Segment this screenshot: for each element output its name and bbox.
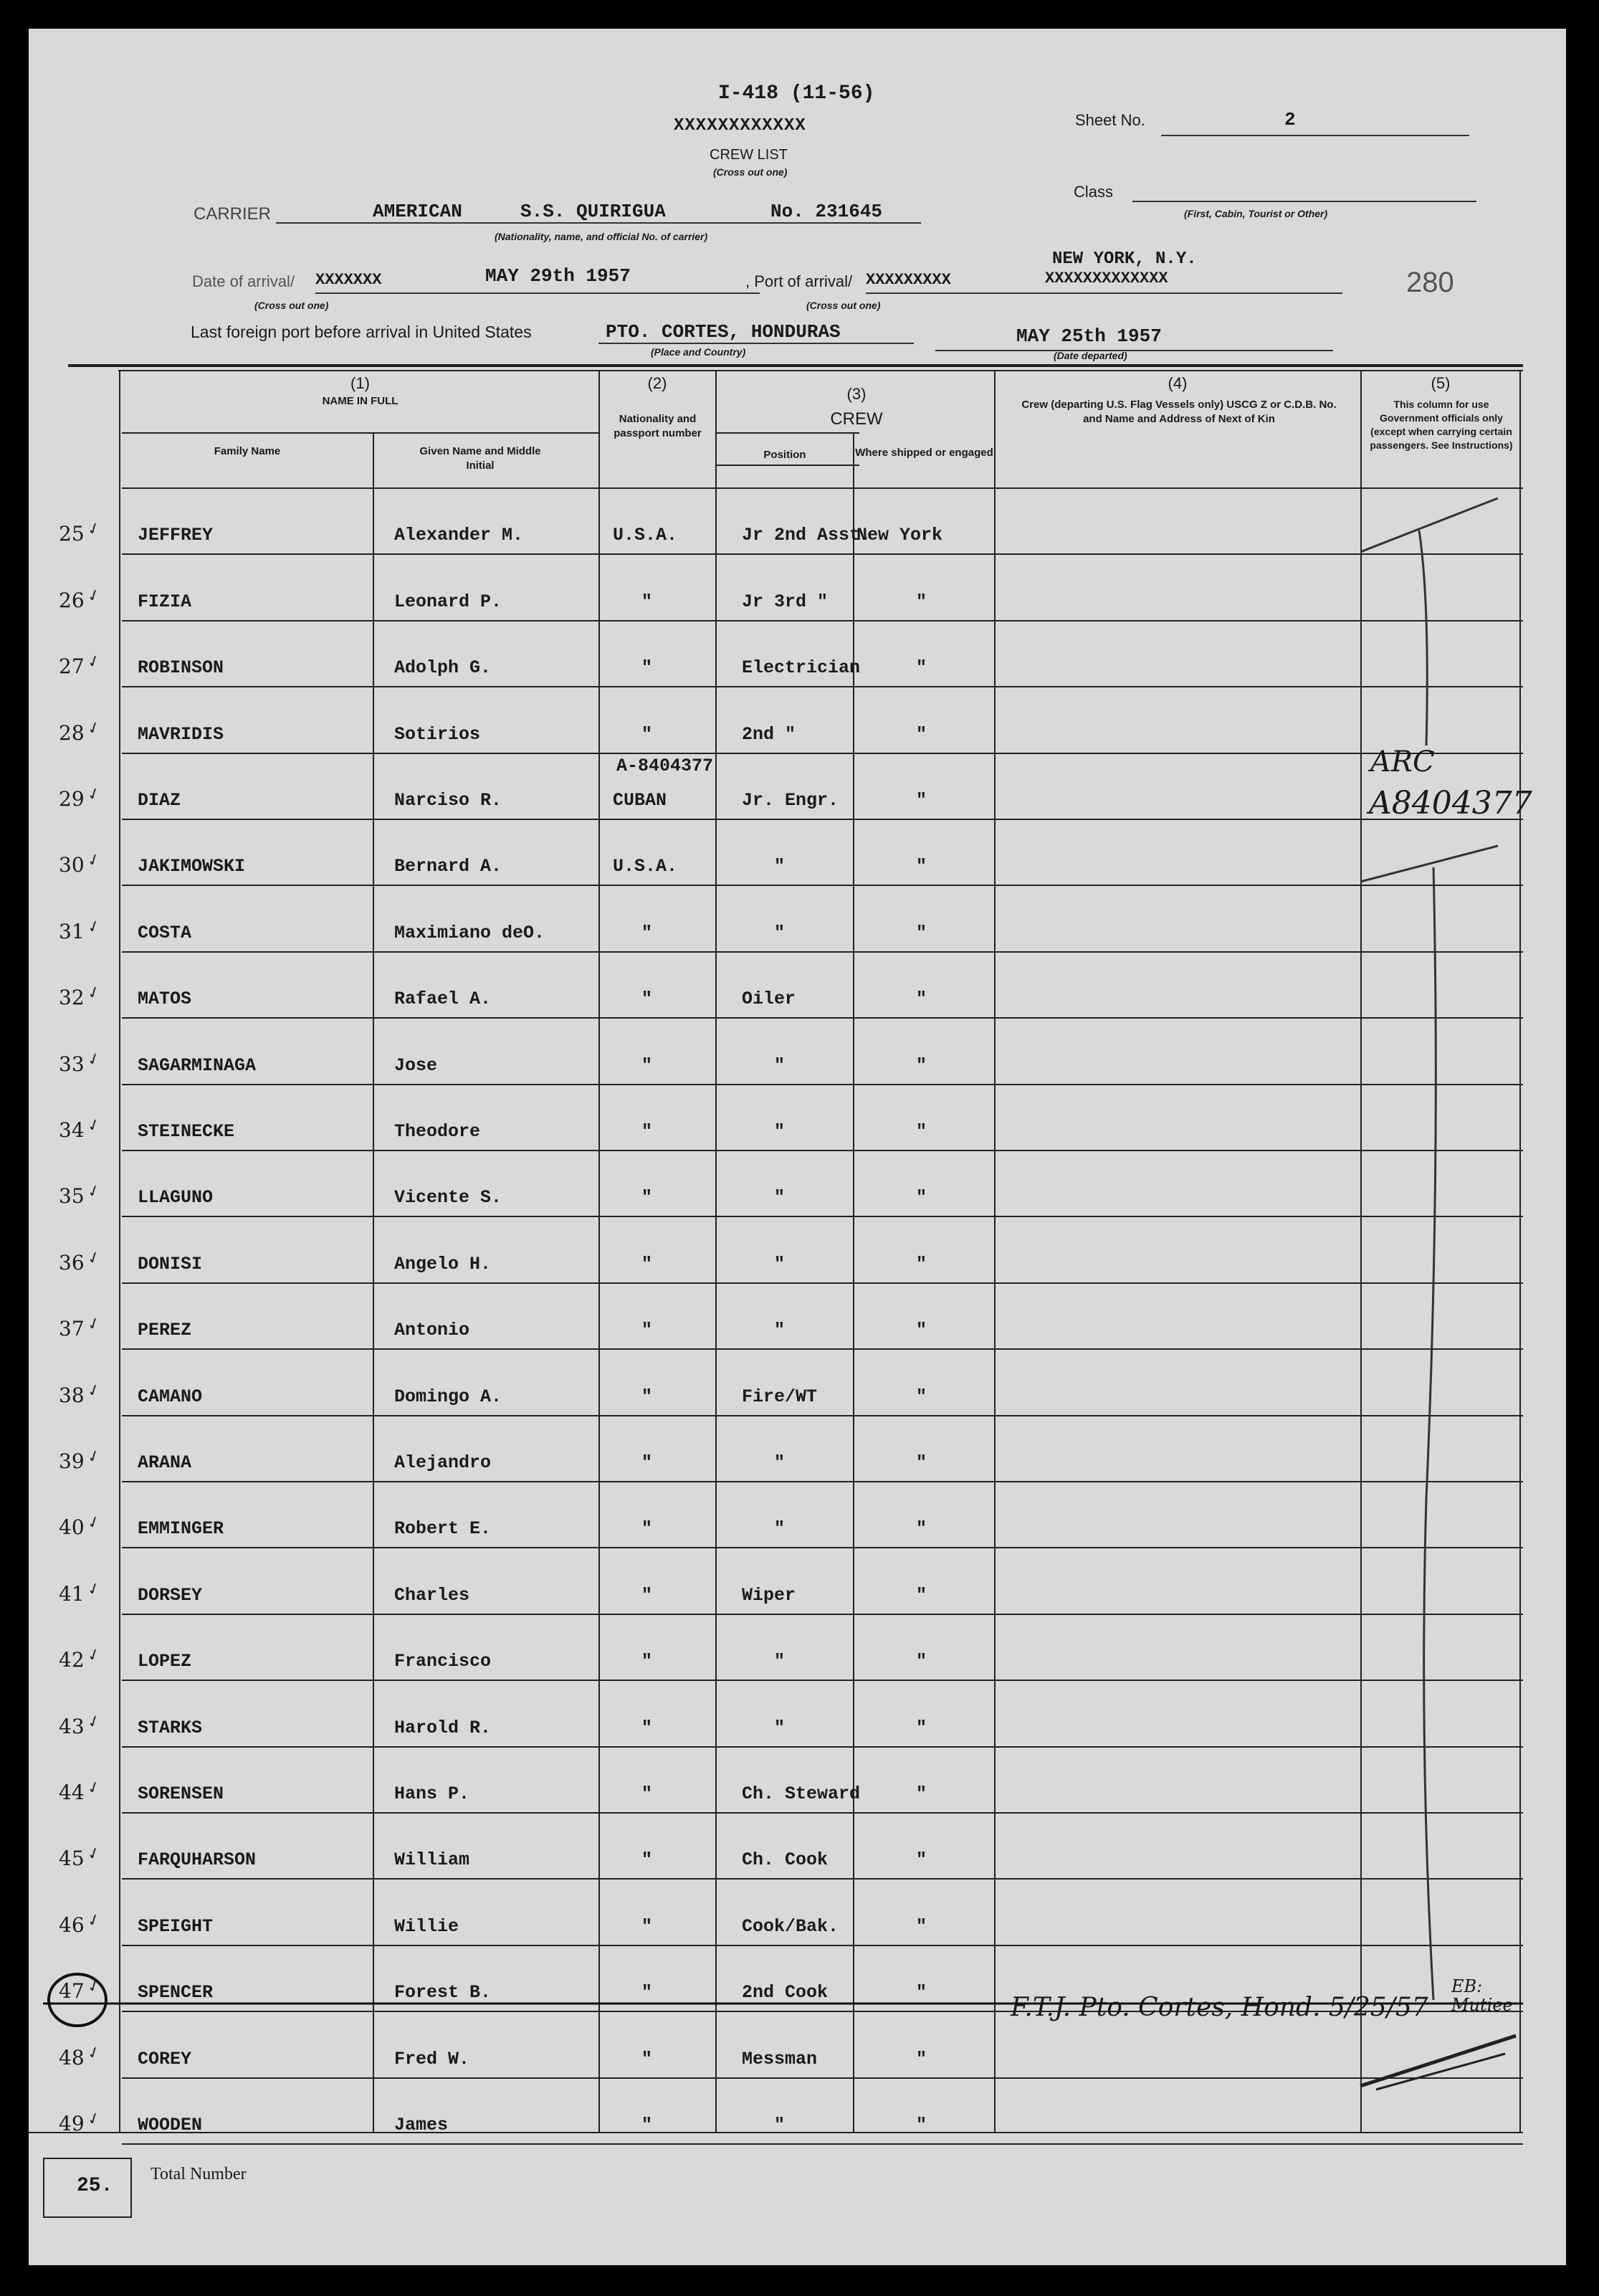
position-header: Position bbox=[763, 449, 806, 461]
given-name: Charles bbox=[394, 1584, 470, 1606]
nationality: CUBAN bbox=[613, 790, 667, 811]
check-mark: ✓ bbox=[85, 1777, 104, 1799]
given-name: Francisco bbox=[394, 1651, 492, 1672]
family-name: MATOS bbox=[138, 989, 192, 1010]
nationality: " bbox=[641, 723, 653, 745]
check-mark: ✓ bbox=[85, 916, 104, 938]
check-mark: ✓ bbox=[85, 518, 104, 540]
nationality: " bbox=[641, 989, 653, 1010]
where-shipped: " bbox=[916, 1121, 927, 1142]
check-mark: ✓ bbox=[85, 1976, 104, 1998]
given-name: Bernard A. bbox=[394, 856, 502, 877]
given-name: Vicente S. bbox=[394, 1187, 502, 1209]
check-mark: ✓ bbox=[85, 1380, 104, 1401]
row-number: 48 bbox=[59, 2045, 85, 2069]
where-shipped: " bbox=[916, 1915, 927, 1937]
where-shipped: " bbox=[916, 1054, 927, 1076]
where-shipped: " bbox=[916, 1253, 927, 1275]
arc-number-annotation: A8404377 bbox=[1369, 785, 1532, 821]
family-name: COREY bbox=[138, 2048, 192, 2069]
position: " bbox=[774, 1651, 786, 1672]
where-shipped: " bbox=[916, 2048, 927, 2069]
where-shipped: " bbox=[916, 1187, 927, 1209]
family-name: DIAZ bbox=[138, 790, 181, 811]
nationality: " bbox=[641, 1849, 653, 1871]
family-name-header: Family Name bbox=[214, 445, 281, 457]
date-crossed: XXXXXXX bbox=[315, 271, 382, 289]
name-in-full-header: NAME IN FULL bbox=[322, 395, 398, 407]
given-name: Robert E. bbox=[394, 1518, 492, 1540]
position: 2nd " bbox=[742, 723, 796, 745]
given-name: Jose bbox=[394, 1054, 438, 1076]
arrival-date: MAY 29th 1957 bbox=[485, 265, 631, 287]
position: 2nd Cook bbox=[742, 1982, 829, 2004]
col4-number: (4) bbox=[1168, 374, 1188, 392]
nationality: " bbox=[641, 1717, 653, 1738]
nationality: " bbox=[641, 1452, 653, 1473]
position: " bbox=[774, 1253, 786, 1275]
row-number: 28 bbox=[59, 720, 85, 745]
where-shipped: " bbox=[916, 1386, 927, 1407]
row-number: 44 bbox=[59, 1781, 85, 1804]
nationality: " bbox=[641, 1982, 653, 2004]
check-mark: ✓ bbox=[85, 2108, 104, 2130]
date-arrival-label: Date of arrival/ bbox=[192, 272, 295, 290]
check-mark: ✓ bbox=[85, 585, 104, 607]
nationality: " bbox=[641, 1054, 653, 1076]
nationality: U.S.A. bbox=[613, 856, 678, 877]
col5-number: (5) bbox=[1431, 374, 1451, 392]
where-shipped: " bbox=[916, 1518, 927, 1540]
nationality: " bbox=[641, 1187, 653, 1209]
row-number: 27 bbox=[59, 654, 85, 679]
nationality: " bbox=[641, 922, 653, 943]
row-number: 29 bbox=[59, 787, 85, 811]
crossed-title: XXXXXXXXXXXX bbox=[674, 116, 806, 135]
arc-annotation: ARC bbox=[1370, 746, 1435, 778]
position: " bbox=[774, 1121, 786, 1142]
row-number: 32 bbox=[59, 986, 85, 1010]
nationality: " bbox=[641, 1584, 653, 1606]
where-shipped: " bbox=[916, 1452, 927, 1473]
given-name-header: Given Name and Middle Initial bbox=[419, 445, 541, 472]
family-name: DONISI bbox=[138, 1253, 203, 1275]
check-mark: ✓ bbox=[85, 1115, 104, 1137]
where-shipped: " bbox=[916, 2115, 927, 2135]
col3-number: (3) bbox=[846, 385, 867, 403]
last-port-label: Last foreign port before arrival in United States bbox=[191, 323, 532, 341]
family-name: DORSEY bbox=[138, 1584, 203, 1606]
row-number: 49 bbox=[59, 2112, 85, 2135]
family-name: MAVRIDIS bbox=[138, 723, 224, 745]
nationality: " bbox=[641, 1320, 653, 1341]
row-number: 47 bbox=[59, 1979, 85, 2004]
family-name: PEREZ bbox=[138, 1320, 192, 1341]
total-value: 25. bbox=[77, 2175, 113, 2197]
form-number: I-418 (11-56) bbox=[718, 82, 875, 105]
carrier-label: CARRIER bbox=[194, 204, 272, 224]
given-name: James bbox=[394, 2115, 449, 2135]
carrier-nationality: AMERICAN bbox=[373, 201, 462, 222]
position: " bbox=[774, 1452, 786, 1473]
check-mark: ✓ bbox=[85, 1843, 104, 1865]
row-number: 31 bbox=[59, 919, 85, 943]
departed-note: (Date departed) bbox=[1054, 350, 1127, 361]
position: Fire/WT bbox=[742, 1386, 818, 1407]
position: Wiper bbox=[742, 1584, 796, 1606]
row-number: 36 bbox=[59, 1250, 85, 1275]
given-name: Forest B. bbox=[394, 1982, 492, 2004]
given-name: Antonio bbox=[394, 1320, 470, 1341]
where-shipped: " bbox=[916, 790, 927, 811]
position: " bbox=[774, 1320, 786, 1341]
date-cross-note: (Cross out one) bbox=[254, 300, 329, 311]
given-name: Narciso R. bbox=[394, 790, 502, 811]
port-cross-note: (Cross out one) bbox=[806, 300, 881, 311]
given-name: Willie bbox=[394, 1915, 459, 1937]
family-name: JEFFREY bbox=[138, 525, 214, 546]
given-name: Angelo H. bbox=[394, 1253, 492, 1275]
where-shipped: " bbox=[916, 1849, 927, 1871]
position: Ch. Steward bbox=[742, 1783, 861, 1804]
carrier-vessel: S.S. QUIRIGUA bbox=[520, 201, 666, 222]
given-name: Adolph G. bbox=[394, 657, 492, 679]
sheet-label: Sheet No. bbox=[1075, 111, 1145, 129]
nationality: " bbox=[641, 1518, 653, 1540]
family-name: SPEIGHT bbox=[138, 1915, 214, 1937]
row-number: 46 bbox=[59, 1912, 85, 1937]
nationality: " bbox=[641, 1915, 653, 1937]
check-mark: ✓ bbox=[85, 982, 104, 1004]
where-shipped: " bbox=[916, 1320, 927, 1341]
position: " bbox=[774, 1717, 786, 1738]
crew-header: CREW bbox=[830, 409, 883, 429]
arrival-port: NEW YORK, N.Y. bbox=[1052, 249, 1197, 269]
where-shipped: New York bbox=[856, 525, 943, 546]
row-number: 25 bbox=[59, 522, 85, 546]
position: Electrician bbox=[742, 657, 861, 679]
row-number: 41 bbox=[59, 1581, 85, 1606]
family-name: FIZIA bbox=[138, 591, 192, 612]
position: " bbox=[774, 1054, 786, 1076]
title-cross-note: (Cross out one) bbox=[713, 166, 788, 178]
where-shipped: " bbox=[916, 922, 927, 943]
departed-date: MAY 25th 1957 bbox=[1016, 325, 1162, 347]
row-number: 40 bbox=[59, 1515, 85, 1540]
nationality: " bbox=[641, 657, 653, 679]
row47-initials: EB: Mutiee bbox=[1451, 1976, 1513, 2015]
row-number: 33 bbox=[59, 1052, 85, 1076]
position: " bbox=[774, 922, 786, 943]
family-name: SAGARMINAGA bbox=[138, 1054, 257, 1076]
nationality: " bbox=[641, 591, 653, 612]
position: " bbox=[774, 1518, 786, 1540]
check-mark: ✓ bbox=[85, 1181, 104, 1203]
given-name: Alejandro bbox=[394, 1452, 492, 1473]
given-name: Fred W. bbox=[394, 2048, 470, 2069]
position: Jr 3rd " bbox=[742, 591, 829, 612]
form-title: CREW LIST bbox=[710, 147, 788, 163]
last-port-note: (Place and Country) bbox=[651, 346, 746, 358]
port-crossed-2: XXXXXXXXXXXXX bbox=[1045, 270, 1168, 287]
nationality: " bbox=[641, 2048, 653, 2069]
given-name: William bbox=[394, 1849, 470, 1871]
family-name: LOPEZ bbox=[138, 1651, 192, 1672]
given-name: Leonard P. bbox=[394, 591, 502, 612]
family-name: SORENSEN bbox=[138, 1783, 224, 1804]
check-mark: ✓ bbox=[85, 1313, 104, 1335]
given-name: Hans P. bbox=[394, 1783, 470, 1804]
nationality: " bbox=[641, 1121, 653, 1142]
position: " bbox=[774, 856, 786, 877]
row-number: 37 bbox=[59, 1317, 85, 1341]
col1-number: (1) bbox=[350, 374, 370, 392]
nationality: " bbox=[641, 1253, 653, 1275]
row47-handwritten-note: F.T.J. Pto. Cortes, Hond. 5/25/57 bbox=[1011, 1993, 1428, 2022]
given-name: Alexander M. bbox=[394, 525, 524, 546]
where-shipped: " bbox=[916, 1651, 927, 1672]
col5-header: This column for use Government officials only (except when carrying certain passengers. See Instructions) bbox=[1370, 399, 1513, 451]
family-name: STARKS bbox=[138, 1717, 203, 1738]
position: Cook/Bak. bbox=[742, 1915, 839, 1937]
family-name: CAMANO bbox=[138, 1386, 203, 1407]
where-shipped: " bbox=[916, 856, 927, 877]
check-mark: ✓ bbox=[85, 1049, 104, 1070]
family-name: JAKIMOWSKI bbox=[138, 856, 246, 877]
port-arrival-label: , Port of arrival/ bbox=[745, 272, 853, 290]
family-name: STEINECKE bbox=[138, 1121, 235, 1142]
given-name: Rafael A. bbox=[394, 989, 492, 1010]
total-box bbox=[43, 2158, 132, 2218]
nationality: " bbox=[641, 1783, 653, 1804]
family-name: SPENCER bbox=[138, 1982, 214, 2004]
row-number: 38 bbox=[59, 1383, 85, 1407]
nationality: U.S.A. bbox=[613, 525, 678, 546]
where-shipped: " bbox=[916, 657, 927, 679]
given-name: Sotirios bbox=[394, 723, 481, 745]
sheet-number: 2 bbox=[1284, 109, 1296, 130]
check-mark: ✓ bbox=[85, 651, 104, 673]
family-name: FARQUHARSON bbox=[138, 1849, 257, 1871]
row-number: 42 bbox=[59, 1648, 85, 1672]
family-name: EMMINGER bbox=[138, 1518, 224, 1540]
check-mark: ✓ bbox=[85, 1578, 104, 1601]
nationality-header: Nationality and passport number bbox=[614, 413, 702, 439]
position: " bbox=[774, 1187, 786, 1209]
pen-markings bbox=[29, 29, 1566, 2265]
row-number: 26 bbox=[59, 588, 85, 612]
check-mark: ✓ bbox=[85, 1644, 104, 1667]
nationality: " bbox=[641, 2115, 653, 2135]
given-name: Domingo A. bbox=[394, 1386, 502, 1407]
given-name: Harold R. bbox=[394, 1717, 492, 1738]
crew-list-document bbox=[29, 29, 1566, 2265]
row-number: 34 bbox=[59, 1118, 85, 1142]
position: Messman bbox=[742, 2048, 818, 2069]
where-shipped: " bbox=[916, 1783, 927, 1804]
port-crossed: XXXXXXXXX bbox=[866, 271, 951, 289]
family-name: LLAGUNO bbox=[138, 1187, 214, 1209]
check-mark: ✓ bbox=[85, 1446, 104, 1468]
col2-number: (2) bbox=[647, 374, 667, 392]
where-shipped: " bbox=[916, 1982, 927, 2004]
where-shipped-header: Where shipped or engaged bbox=[855, 447, 993, 459]
total-label: Total Number bbox=[151, 2165, 247, 2183]
row-number: 45 bbox=[59, 1847, 85, 1871]
family-name: ROBINSON bbox=[138, 657, 224, 679]
position: Jr. Engr. bbox=[742, 790, 839, 811]
check-mark: ✓ bbox=[85, 718, 104, 739]
family-name: COSTA bbox=[138, 922, 192, 943]
position: " bbox=[774, 2115, 786, 2135]
check-mark: ✓ bbox=[85, 1910, 104, 1932]
nationality: " bbox=[641, 1386, 653, 1407]
given-name: Theodore bbox=[394, 1121, 481, 1142]
position: Jr 2nd Asst. bbox=[742, 525, 872, 546]
family-name: WOODEN bbox=[138, 2115, 203, 2135]
class-note: (First, Cabin, Tourist or Other) bbox=[1184, 208, 1328, 219]
given-name: Maximiano deO. bbox=[394, 922, 545, 943]
row47-circle-mark bbox=[49, 1974, 106, 2026]
passport-number: A-8404377 bbox=[616, 756, 714, 776]
last-port: PTO. CORTES, HONDURAS bbox=[606, 321, 841, 343]
carrier-official-no: No. 231645 bbox=[770, 201, 883, 222]
family-name: ARANA bbox=[138, 1452, 192, 1473]
check-mark: ✓ bbox=[85, 1247, 104, 1270]
row-number: 35 bbox=[59, 1184, 85, 1209]
nationality: " bbox=[641, 1651, 653, 1672]
check-mark: ✓ bbox=[85, 849, 104, 872]
check-mark: ✓ bbox=[85, 2042, 104, 2064]
where-shipped: " bbox=[916, 1584, 927, 1606]
where-shipped: " bbox=[916, 989, 927, 1010]
where-shipped: " bbox=[916, 591, 927, 612]
stamp-number: 280 bbox=[1406, 267, 1454, 298]
check-mark: ✓ bbox=[85, 1711, 104, 1733]
position: Ch. Cook bbox=[742, 1849, 829, 1871]
carrier-note: (Nationality, name, and official No. of carrier) bbox=[495, 231, 708, 242]
position: Oiler bbox=[742, 989, 796, 1010]
class-label: Class bbox=[1074, 183, 1114, 201]
where-shipped: " bbox=[916, 1717, 927, 1738]
where-shipped: " bbox=[916, 723, 927, 745]
row-number: 39 bbox=[59, 1449, 85, 1473]
check-mark: ✓ bbox=[85, 783, 104, 806]
col4-header: Crew (departing U.S. Flag Vessels only) USCG Z or C.D.B. No. and Name and Address of Next of Kin bbox=[1021, 399, 1337, 425]
row-number: 30 bbox=[59, 853, 85, 877]
row-number: 43 bbox=[59, 1714, 85, 1738]
check-mark: ✓ bbox=[85, 1512, 104, 1534]
